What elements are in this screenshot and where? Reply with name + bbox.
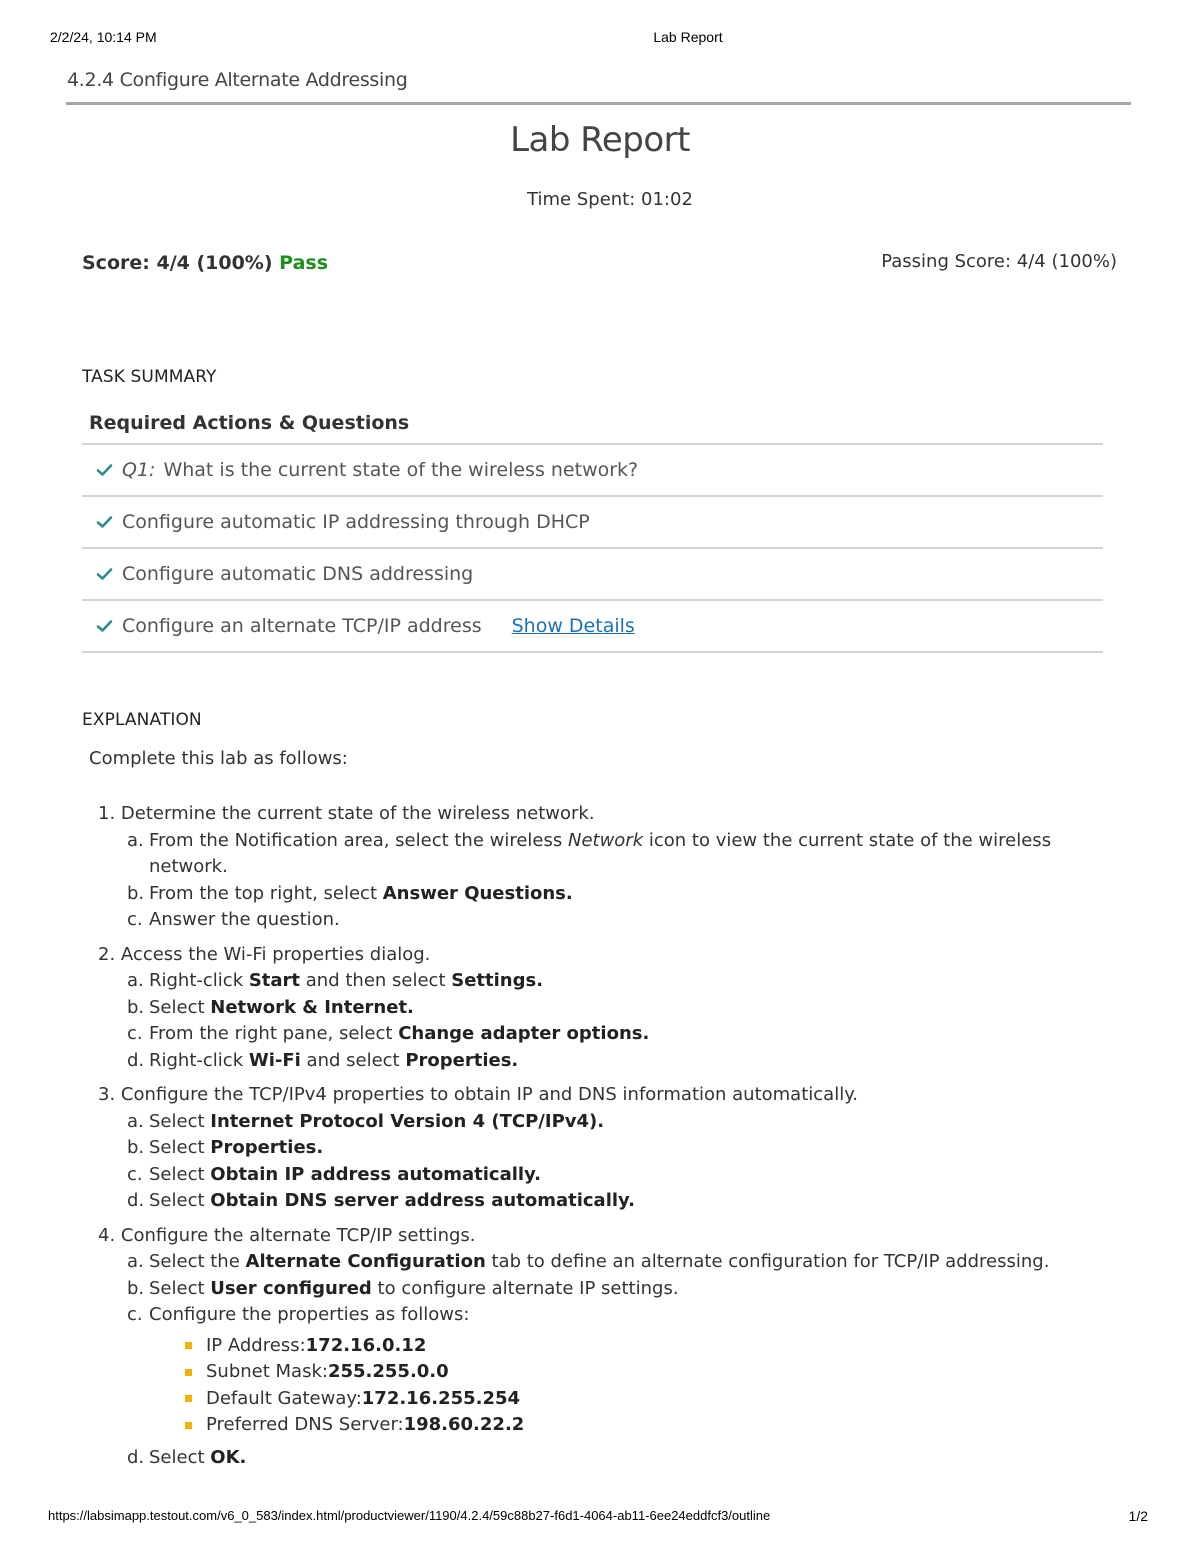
sub-step-label: c. (127, 1163, 143, 1185)
sub-step (127, 828, 1058, 881)
sub-step-text (149, 1445, 246, 1472)
sub-step (127, 881, 1058, 908)
show-details-link[interactable]: Show Details (511, 615, 635, 637)
step-number: 4. (98, 1224, 116, 1246)
print-page-title: Lab Report (653, 29, 723, 45)
course-title: 4.2.4 Configure Alternate Addressing (67, 69, 408, 91)
sub-step-label: c. (127, 1304, 143, 1325)
sub-step-text (149, 1021, 649, 1048)
step-number: 3. (98, 1084, 116, 1105)
print-url: https://labsimapp.testout.com/v6_0_583/index.html/productviewer/1190/4.2.4/59c88b27-f6d1-4064-ab11-6ee24eddfcf3/outline (48, 1508, 771, 1523)
text-run: From the Notification area, select the wireless (149, 829, 568, 851)
bold-term: Properties. (405, 1049, 519, 1071)
sub-step (127, 1135, 1058, 1162)
text-run: Select the (149, 1251, 246, 1272)
text-run: Select (149, 1277, 211, 1299)
text-run: From the top right, select (149, 882, 383, 904)
sub-step (127, 1162, 1058, 1189)
setting-value: 172.16.255.254 (361, 1387, 521, 1409)
sub-step-text (149, 1135, 323, 1162)
bold-term: Answer Questions. (382, 882, 573, 904)
sub-step (127, 1109, 1058, 1136)
sub-step (127, 907, 1058, 934)
bold-term: Change adapter options. (398, 1023, 650, 1044)
text-run: From the right pane, select (149, 1023, 399, 1044)
task-row (82, 497, 1103, 549)
sub-step (127, 1048, 1058, 1075)
sub-step (127, 995, 1058, 1022)
sub-step-label: d. (127, 1190, 145, 1211)
task-text: Configure automatic DNS addressing (122, 563, 474, 585)
sub-step-label: c. (127, 909, 143, 930)
bold-term: Start (248, 970, 301, 991)
italic-term: Network (567, 829, 644, 851)
text-run: Right-click (149, 1049, 249, 1071)
setting-label: IP Address: (206, 1334, 306, 1356)
text-run: Right-click (149, 970, 249, 991)
bold-term: Alternate Configuration (245, 1251, 486, 1272)
explanation-steps (98, 801, 1058, 1479)
sub-step (127, 1276, 1058, 1303)
pass-badge: Pass (279, 252, 329, 274)
sub-step-label: a. (127, 1251, 144, 1272)
question-prefix: Q1: (122, 459, 156, 481)
score (82, 252, 328, 274)
sub-step-text (149, 1302, 469, 1329)
settings-item (185, 1359, 1058, 1386)
bullet-square-icon (185, 1342, 192, 1349)
step-heading (98, 1082, 1058, 1109)
task-row (82, 549, 1103, 601)
setting-label: Default Gateway: (206, 1387, 362, 1409)
step-text: Configure the alternate TCP/IP settings. (120, 1224, 476, 1246)
explanation-intro: Complete this lab as follows: (89, 748, 348, 769)
score-value: Score: 4/4 (100%) (82, 252, 273, 274)
print-header (0, 29, 1200, 49)
bold-term: User configured (210, 1277, 372, 1299)
bold-term: Properties. (210, 1137, 324, 1158)
task-table-header: Required Actions & Questions (82, 402, 1103, 445)
setting-value: 255.255.0.0 (327, 1361, 449, 1382)
check-icon (96, 619, 113, 633)
step-heading (98, 801, 1058, 828)
task-text: Configure automatic IP addressing through DHCP (122, 511, 590, 533)
sub-step-label: b. (127, 996, 145, 1018)
text-run: Select (149, 1446, 211, 1468)
sub-step-text (149, 907, 340, 934)
task-summary-table (82, 402, 1103, 653)
bullet-square-icon (185, 1369, 192, 1376)
report-title: Lab Report (510, 120, 690, 160)
bold-term: Obtain DNS server address automatically. (210, 1190, 635, 1211)
task-row (82, 601, 1103, 653)
sub-step-text (149, 881, 573, 908)
task-text: Configure an alternate TCP/IP address (122, 615, 482, 637)
check-icon (96, 463, 113, 477)
check-icon (96, 567, 113, 581)
text-run: Select (149, 1163, 211, 1185)
step (98, 801, 1058, 934)
step (98, 1082, 1058, 1215)
sub-step-text (149, 1249, 1049, 1276)
sub-step (127, 1021, 1058, 1048)
setting-label: Subnet Mask: (206, 1361, 328, 1382)
settings-item (185, 1386, 1058, 1413)
sub-step-label: c. (127, 1023, 143, 1044)
settings-item (185, 1333, 1058, 1360)
bullet-square-icon (185, 1395, 192, 1402)
text-run: Select (149, 1137, 211, 1158)
task-text: What is the current state of the wireless network? (163, 459, 639, 481)
bullet-square-icon (185, 1422, 192, 1429)
settings-item (185, 1412, 1058, 1439)
passing-score: Passing Score: 4/4 (100%) (881, 251, 1117, 272)
print-datetime: 2/2/24, 10:14 PM (50, 29, 157, 45)
bold-term: Internet Protocol Version 4 (TCP/IPv4). (210, 1110, 605, 1132)
bold-term: OK. (210, 1446, 247, 1468)
settings-list (127, 1333, 1058, 1439)
sub-step (127, 1302, 1058, 1329)
text-run: icon to view the current state of the wireless network. (149, 829, 1052, 877)
step-text: Access the Wi-Fi properties dialog. (120, 943, 431, 965)
text-run: Answer the question. (149, 909, 340, 930)
task-row (82, 445, 1103, 497)
print-footer (0, 1508, 1200, 1528)
step-number: 1. (98, 803, 116, 824)
step-heading (98, 942, 1058, 969)
step-text: Configure the TCP/IPv4 properties to obtain IP and DNS information automatically. (120, 1084, 859, 1105)
step-heading (98, 1223, 1058, 1250)
sub-step-label: a. (127, 829, 144, 851)
bold-term: Wi-Fi (248, 1049, 301, 1071)
sub-step-label: b. (127, 882, 145, 904)
sub-step (127, 1188, 1058, 1215)
text-run: and select (300, 1049, 406, 1071)
task-summary-label: TASK SUMMARY (82, 367, 217, 387)
print-page-number: 1/2 (1128, 1508, 1148, 1524)
setting-value: 172.16.0.12 (305, 1334, 427, 1356)
sub-step-text (149, 1109, 604, 1136)
sub-step-text (149, 1276, 679, 1303)
title-divider (66, 102, 1131, 105)
bold-term: Network & Internet. (210, 996, 414, 1018)
time-spent: Time Spent: 01:02 (527, 189, 693, 210)
step-text: Determine the current state of the wireless network. (120, 803, 595, 824)
sub-step (127, 968, 1058, 995)
explanation-label: EXPLANATION (82, 710, 202, 730)
sub-step-text (149, 1048, 518, 1075)
sub-step-text (149, 995, 414, 1022)
text-run: Configure the properties as follows: (149, 1304, 470, 1325)
step-number: 2. (98, 943, 116, 965)
step (98, 1223, 1058, 1472)
sub-step-text (149, 828, 1058, 881)
text-run: Select (149, 996, 211, 1018)
check-icon (96, 515, 113, 529)
sub-step-text (149, 968, 543, 995)
step (98, 942, 1058, 1075)
sub-step-text (149, 1188, 635, 1215)
text-run: Select (149, 1110, 211, 1132)
text-run: to configure alternate IP settings. (371, 1277, 679, 1299)
sub-step (127, 1445, 1058, 1472)
text-run: tab to define an alternate configuration for TCP/IP addressing. (485, 1251, 1050, 1272)
sub-step-label: d. (127, 1049, 145, 1071)
sub-step-label: b. (127, 1137, 145, 1158)
sub-step (127, 1249, 1058, 1276)
setting-value: 198.60.22.2 (403, 1414, 525, 1435)
sub-step-label: a. (127, 1110, 144, 1132)
sub-step-label: d. (127, 1446, 145, 1468)
sub-step-label: a. (127, 970, 144, 991)
bold-term: Obtain IP address automatically. (210, 1163, 541, 1185)
sub-step-text (149, 1162, 541, 1189)
text-run: Select (149, 1190, 211, 1211)
sub-step-label: b. (127, 1277, 145, 1299)
text-run: and then select (300, 970, 452, 991)
bold-term: Settings. (451, 970, 544, 991)
setting-label: Preferred DNS Server: (206, 1414, 404, 1435)
